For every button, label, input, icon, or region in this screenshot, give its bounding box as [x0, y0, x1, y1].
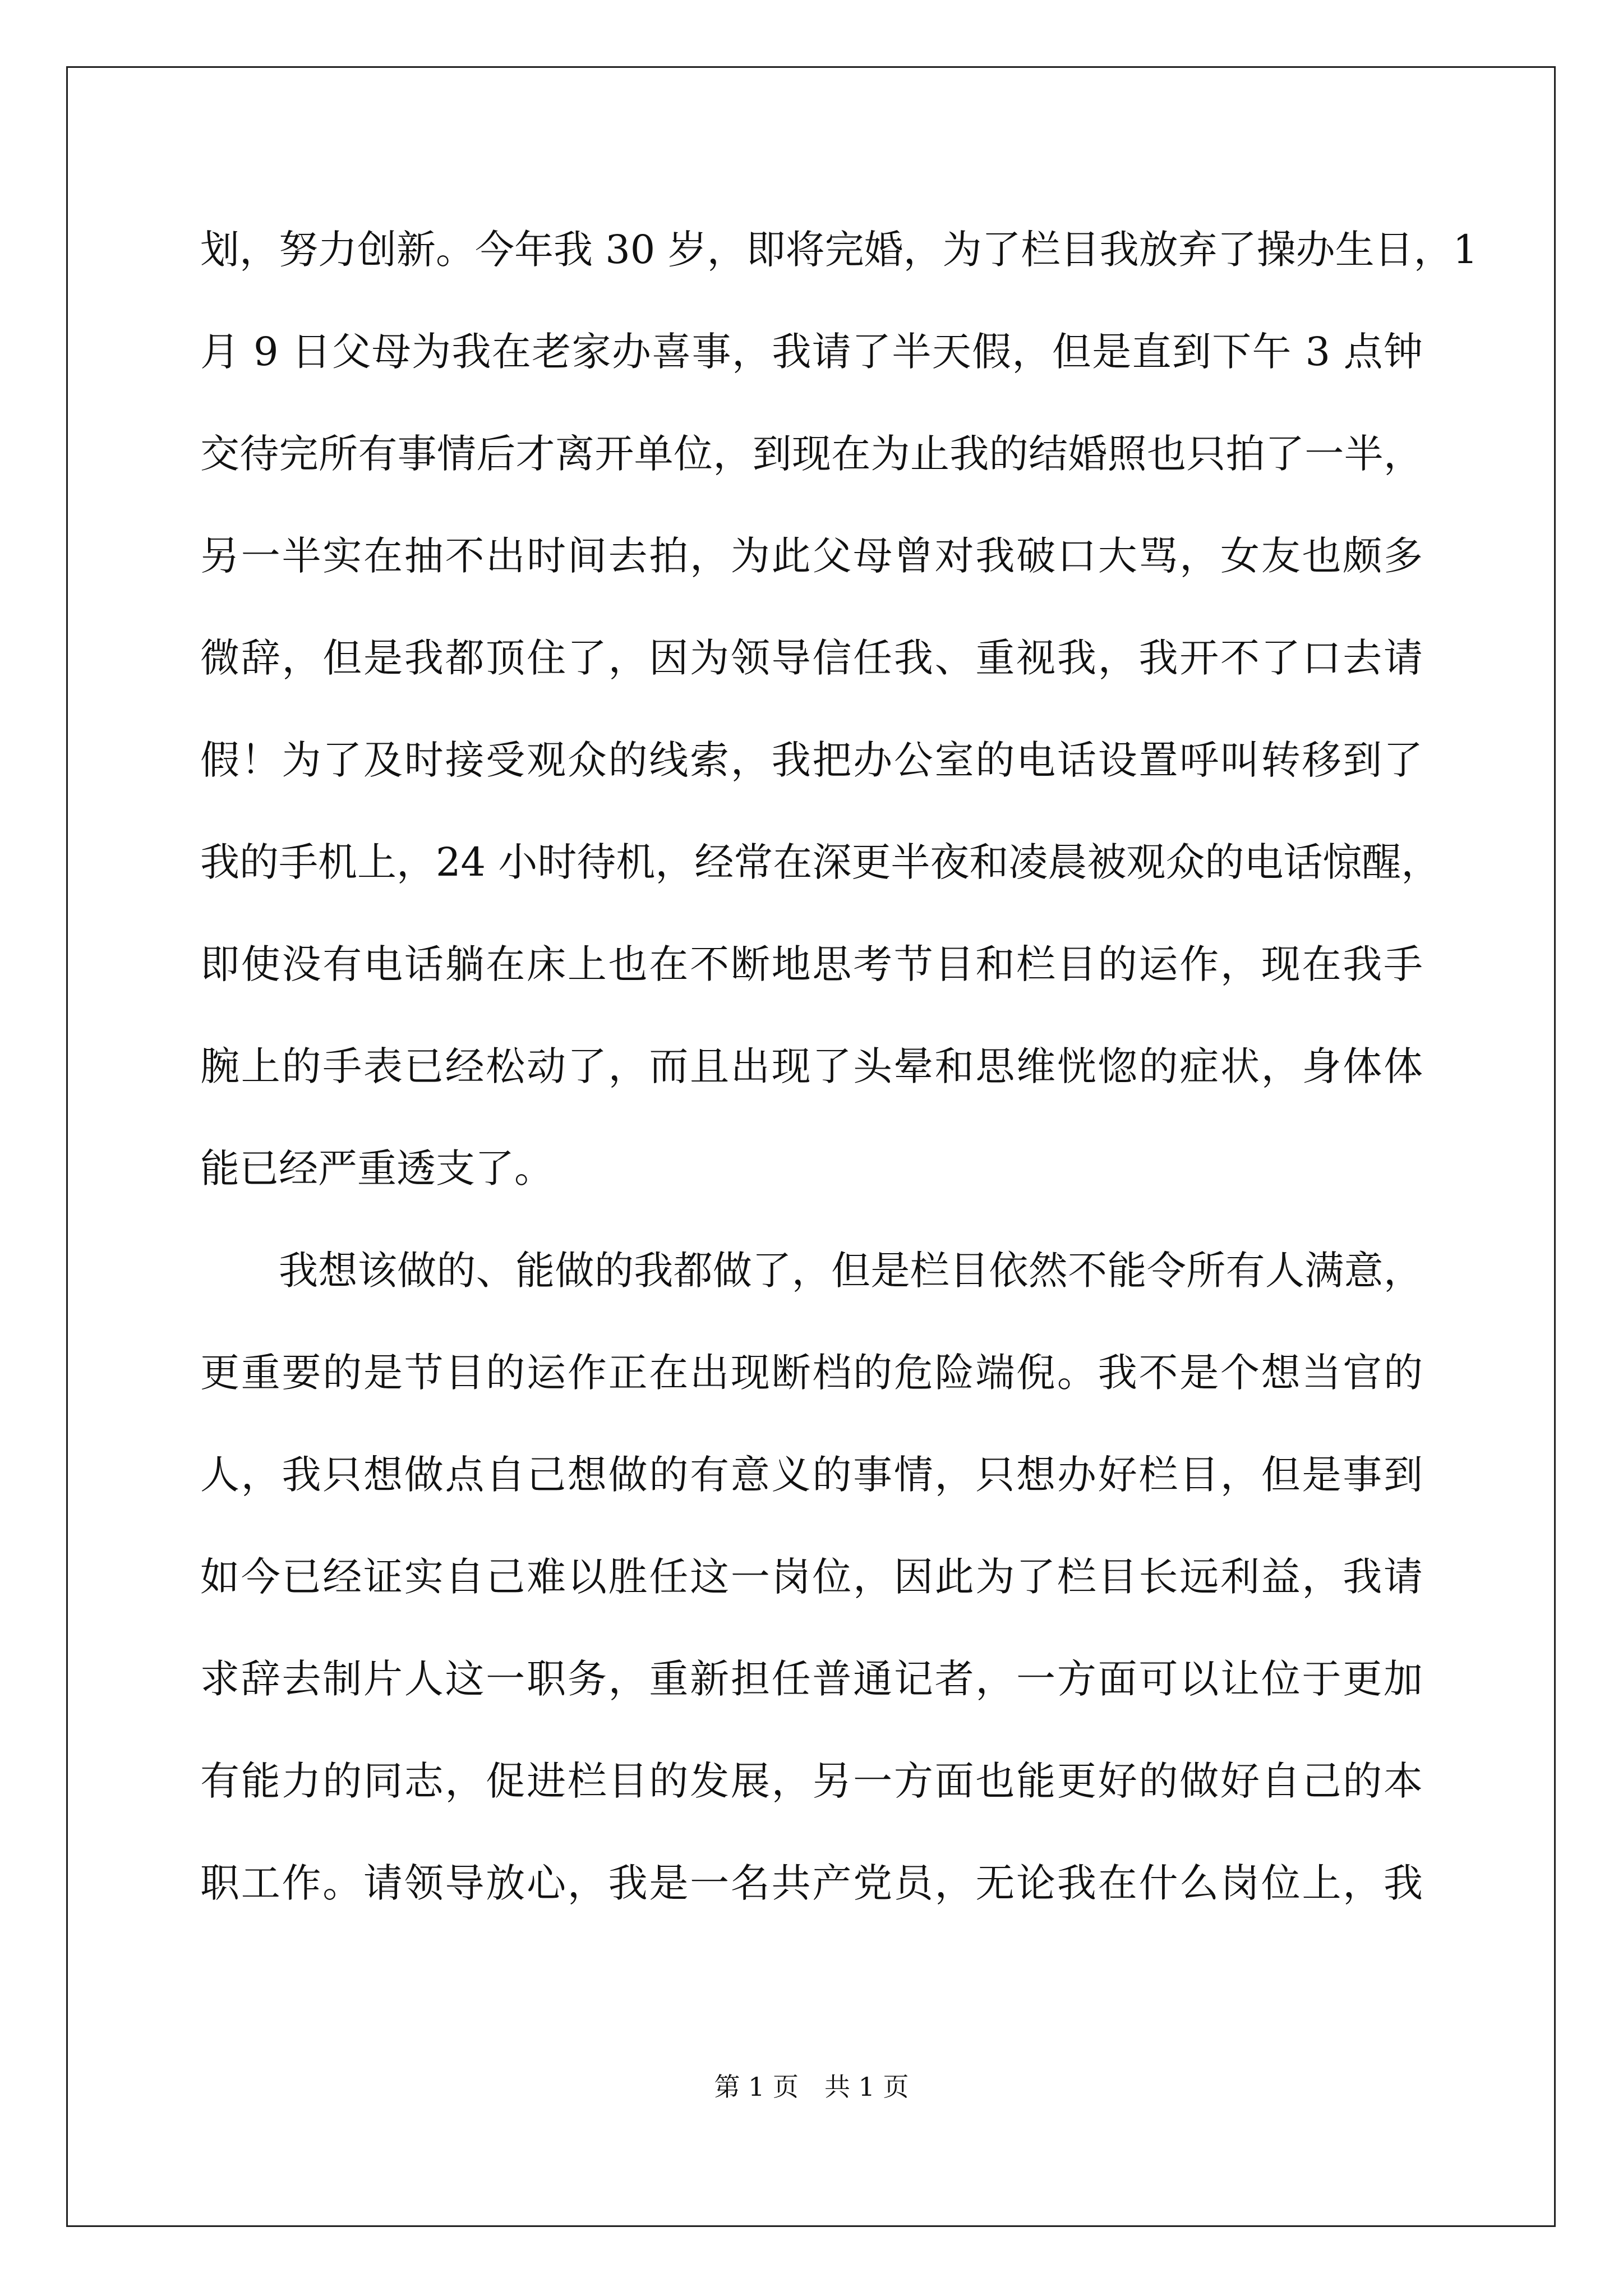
text-line: 如今已经证实自己难以胜任这一岗位，因此为了栏目长远利益，我请: [200, 1554, 1423, 1600]
text-line: 微辞，但是我都顶住了，因为领导信任我、重视我，我开不了口去请: [200, 635, 1423, 681]
text-line: 腕上的手表已经松动了，而且出现了头晕和思维恍惚的症状，身体体: [200, 1043, 1423, 1089]
text-line: 月 9 日父母为我在老家办喜事，我请了半天假，但是直到下午 3 点钟: [200, 329, 1423, 375]
text-line: 人，我只想做点自己想做的有意义的事情，只想办好栏目，但是事到: [200, 1452, 1423, 1498]
page-footer: [0, 2070, 1623, 2104]
text-line: 更重要的是节目的运作正在出现断档的危险端倪。我不是个想当官的: [200, 1350, 1423, 1396]
text-line: 划，努力创新。今年我 30 岁，即将完婚，为了栏目我放弃了操办生日，1: [200, 227, 1478, 273]
document-body: [200, 224, 1478, 1960]
text-line: 假！为了及时接受观众的线索，我把办公室的电话设置呼叫转移到了: [200, 737, 1423, 783]
text-line: 交待完所有事情后才离开单位，到现在为止我的结婚照也只拍了一半，: [200, 431, 1423, 477]
text-line: 另一半实在抽不出时间去拍，为此父母曾对我破口大骂，女友也颇多: [200, 533, 1423, 579]
text-line: 职工作。请领导放心，我是一名共产党员，无论我在什么岗位上，我: [200, 1860, 1423, 1906]
text-line: 我的手机上，24 小时待机，经常在深更半夜和凌晨被观众的电话惊醒，: [200, 839, 1441, 885]
text-line: 我想该做的、能做的我都做了，但是栏目依然不能令所有人满意，: [279, 1248, 1423, 1294]
text-line: 能已经严重透支了。: [200, 1145, 554, 1191]
text-line: 即使没有电话躺在床上也在不断地思考节目和栏目的运作，现在我手: [200, 941, 1423, 987]
text-line: 求辞去制片人这一职务，重新担任普通记者，一方面可以让位于更加: [200, 1656, 1423, 1702]
page-number: 第 1 页: [714, 2072, 799, 2102]
text-line: 有能力的同志，促进栏目的发展，另一方面也能更好的做好自己的本: [200, 1758, 1423, 1804]
page-total: 共 1 页: [824, 2072, 909, 2102]
